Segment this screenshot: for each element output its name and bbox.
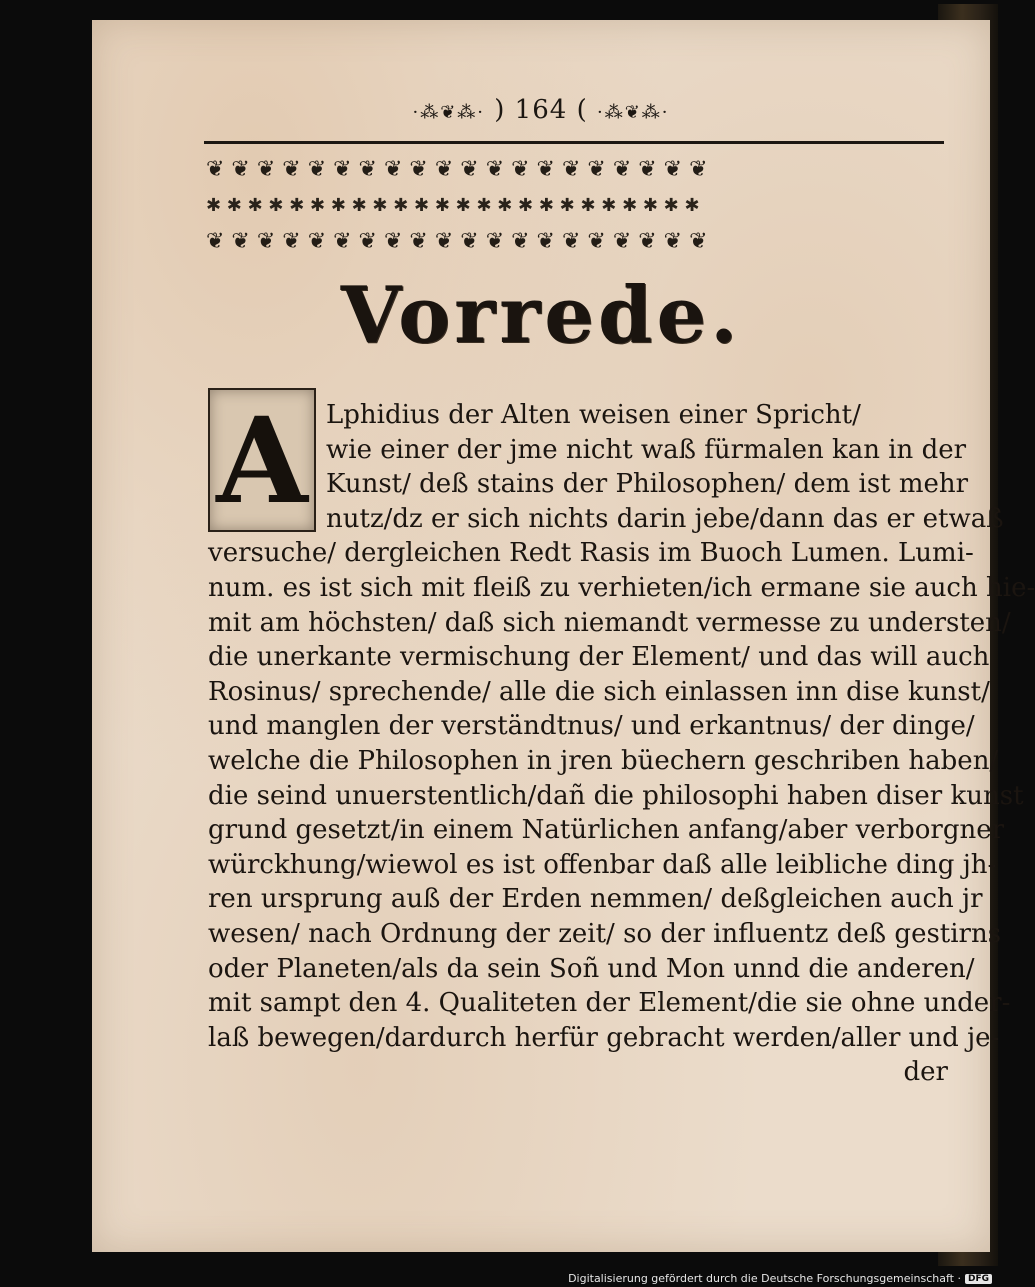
- text-line: num. es ist sich mit fleiß zu verhieten/ich ermane sie auch hie-: [208, 572, 1035, 603]
- page-header: [92, 95, 990, 125]
- text-line: ren ursprung auß der Erden nemmen/ deßgleichen auch jr: [208, 884, 983, 915]
- body-text: [208, 398, 1035, 1090]
- text-line: oder Planeten/als da sein Soñ und Mon unnd die anderen/: [208, 953, 975, 984]
- header-ornament-right: ·⁂❦⁂·: [596, 102, 670, 123]
- text-line: laß bewegen/dardurch herfür gebracht werden/aller und je-: [208, 1022, 1000, 1053]
- text-line: Kunst/ deß stains der Philosophen/ dem ist mehr: [326, 469, 969, 500]
- ornament-row-bottom: ❦ ❦ ❦ ❦ ❦ ❦ ❦ ❦ ❦ ❦ ❦ ❦ ❦ ❦ ❦ ❦ ❦ ❦ ❦ ❦: [206, 229, 708, 254]
- text-line: und manglen der verständtnus/ und erkantnus/ der dinge/: [208, 711, 975, 742]
- text-line: Lphidius der Alten weisen einer Spricht/: [326, 400, 861, 430]
- text-line: wie einer der jme nicht waß fürmalen kan in der: [326, 434, 967, 465]
- text-line: welche die Philosophen in jren büechern geschriben haben/: [208, 745, 999, 776]
- text-line: Rosinus/ sprechende/ alle die sich einlassen inn dise kunst/: [208, 676, 990, 707]
- book-page: [92, 20, 1035, 1252]
- ornament-row-top: ❦ ❦ ❦ ❦ ❦ ❦ ❦ ❦ ❦ ❦ ❦ ❦ ❦ ❦ ❦ ❦ ❦ ❦ ❦ ❦: [206, 157, 708, 182]
- text-line: nutz/dz er sich nichts darin jebe/dann das er etwaß: [326, 503, 1004, 534]
- text-line: grund gesetzt/in einem Natürlichen anfang/aber verborgner: [208, 815, 1005, 846]
- text-line: wesen/ nach Ordnung der zeit/ so der influentz deß gestirns: [208, 918, 1002, 949]
- text-line: würckhung/wiewol es ist offenbar daß alle leibliche ding jh-: [208, 849, 997, 880]
- text-line: versuche/ dergleichen Redt Rasis im Buoch Lumen. Lumi-: [208, 538, 974, 569]
- digitization-credit: [568, 1272, 992, 1285]
- text-line: mit am höchsten/ daß sich niemandt vermesse zu understen/: [208, 607, 1011, 638]
- text-line: die seind unuerstentlich/dañ die philosophi haben diser kunst: [208, 780, 1024, 811]
- drop-cap-initial: A: [208, 388, 316, 532]
- text-line: mit sampt den 4. Qualiteten der Element/die sie ohne under-: [208, 988, 1011, 1019]
- ornament-row-stars: ✱ ✱ ✱ ✱ ✱ ✱ ✱ ✱ ✱ ✱ ✱ ✱ ✱ ✱ ✱ ✱ ✱ ✱ ✱ ✱ ✱ ✱ ✱ ✱: [206, 195, 700, 216]
- credit-text: Digitalisierung gefördert durch die Deutsche Forschungsgemeinschaft ·: [568, 1272, 961, 1285]
- dfg-logo: DFG: [965, 1274, 992, 1284]
- text-line: die unerkante vermischung der Element/ und das will auch: [208, 642, 990, 673]
- catchword: der: [903, 1057, 948, 1088]
- header-rule: [204, 141, 944, 144]
- page-number: ) 164 (: [494, 95, 588, 125]
- page-title: Vorrede.: [340, 270, 742, 361]
- decorative-ornament-band: [206, 152, 942, 264]
- header-ornament-left: ·⁂❦⁂·: [412, 102, 485, 123]
